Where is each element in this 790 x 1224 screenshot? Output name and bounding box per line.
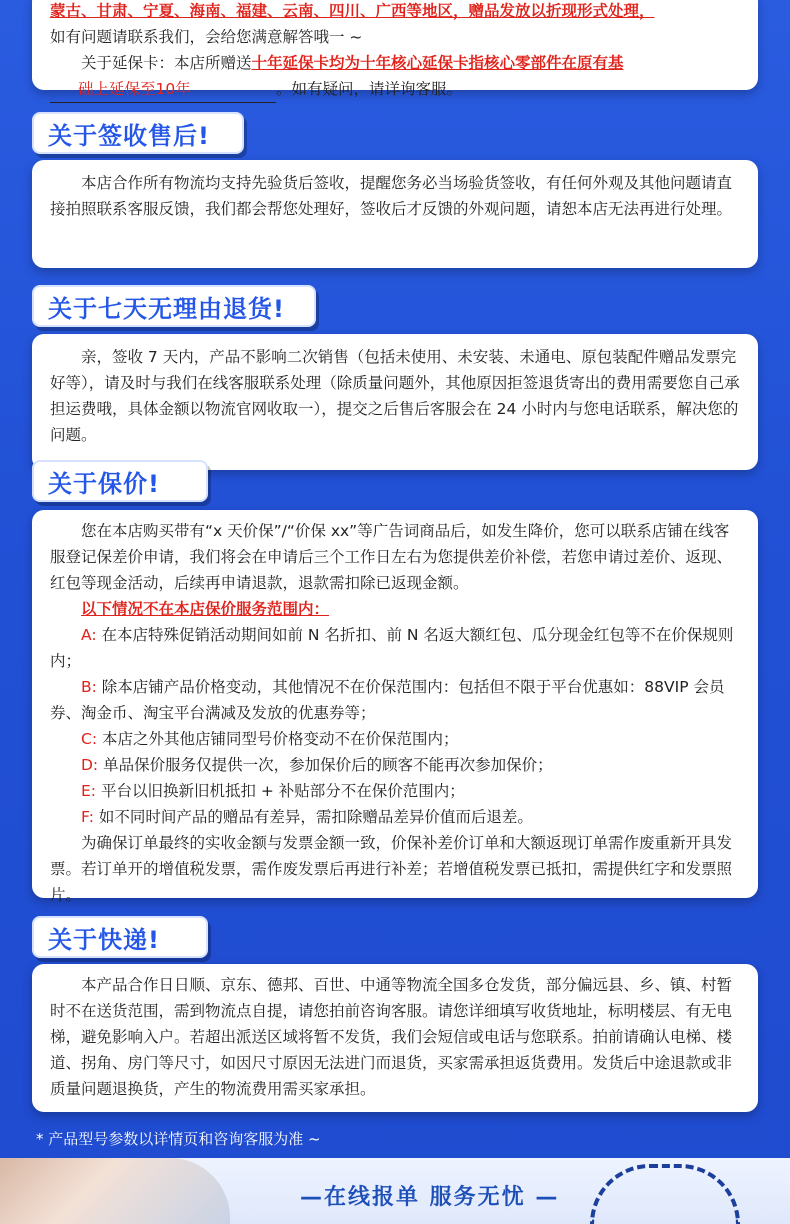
qr-code-icon [590,1164,740,1224]
price-intro: 您在本店购买带有“x 天价保”/“价保 xx”等广告词商品后，如发生降价，您可以联系店铺在线客服登记保差价申请，我们将会在申请后三个工作日左右为您提供差价补偿，若您申请过差价、返现、红包等现金活动，后续再申请退款，退款需扣除已返现金额。 [50,522,733,592]
price-item-a: A: 在本店特殊促销活动期间如前 N 名折扣、前 N 名返大额红包、瓜分现金红包等不在价保规则内； [50,626,734,670]
service-banner [0,1158,790,1224]
footnote: * 产品型号参数以详情页和咨询客服为准 ~ [36,1130,321,1148]
express-body: 本产品合作日日顺、京东、德邦、百世、中通等物流全国多仓发货，部分偏远县、乡、镇、村暂时不在送货范围，需到物流点自提，请您拍前咨询客服。请您详细填写收货地址，标明楼层、有无电梯，避免影响入户。若超出派送区域将暂不发货，我们会短信或电话与您联系。拍前请确认电梯、楼道、拐角、房门等尺寸，如因尺寸原因无法进门而退货，买家需承担返货费用。发货后中途退款或非质量问题退换货，产生的物流费用需买家承担。 [50,976,733,1098]
price-item-b: B: 除本店铺产品价格变动，其他情况不在价保范围内：包括但不限于平台优惠如：88VIP 会员券、淘金币、淘宝平台满减及发放的优惠券等； [50,678,725,722]
section-heading-express: 关于快递! [32,916,208,958]
price-outro: 为确保订单最终的实收金额与发票金额一致，价保补差价订单和大额返现订单需作废重新开具发票。若订单开的增值税发票，需作废发票后再进行补差；若增值税发票已抵扣，需提供红字和发票照片。 [50,834,733,904]
gift-region-notice: 蒙古、甘肃、宁夏、海南、福建、云南、四川、广西等地区，赠品发放以折现形式处理， [50,2,655,20]
price-item-d: D: 单品保价服务仅提供一次，参加保价后的顾客不能再次参加保价； [81,756,553,774]
section-card-express [32,964,758,1112]
section-heading-sign: 关于签收售后! [32,112,244,154]
section-heading-return: 关于七天无理由退货! [32,285,316,327]
section-card-return [32,334,758,470]
banner-slogan: —在线报单 服务无忧 — [300,1185,560,1210]
section-card-sign [32,160,758,268]
notice-card-top [32,0,758,98]
warranty-card-notice-cont: 础上延保至10年 。如有疑问，请详询客服。 [50,76,740,103]
price-item-e: E: 平台以旧换新旧机抵扣 + 补贴部分不在保价范围内； [81,782,465,800]
price-item-f: F: 如不同时间产品的赠品有差异，需扣除赠品差异价值而后退差。 [81,808,533,826]
return-body: 亲，签收 7 天内，产品不影响二次销售（包括未使用、未安装、未通电、原包装配件赠品发票完好等），请及时与我们在线客服联系处理（除质量问题外，其他原因拒签退货寄出的费用需要您自己承担运费哦，具体金额以物流官网收取一），提交之后售后客服会在 24 小时内与您电话联系，解决您的问题。 [50,348,740,444]
hand-phone-image [0,1158,230,1224]
section-card-price [32,510,758,904]
price-item-c: C: 本店之外其他店铺同型号价格变动不在价保范围内； [81,730,459,748]
price-exclusion-title: 以下情况不在本店保价服务范围内： [81,600,330,618]
contact-notice: 如有问题请联系我们，会给您满意解答哦一 ~ [50,28,363,46]
sign-body: 本店合作所有物流均支持先验货后签收，提醒您务必当场验货签收，有任何外观及其他问题请直接拍照联系客服反馈，我们都会帮您处理好，签收后才反馈的外观问题，请恕本店无法再进行处理。 [50,174,733,218]
warranty-card-notice: 关于延保卡：本店所赠送十年延保卡均为十年核心延保卡指核心零部件在原有基 [81,54,624,72]
section-heading-price: 关于保价! [32,460,208,502]
